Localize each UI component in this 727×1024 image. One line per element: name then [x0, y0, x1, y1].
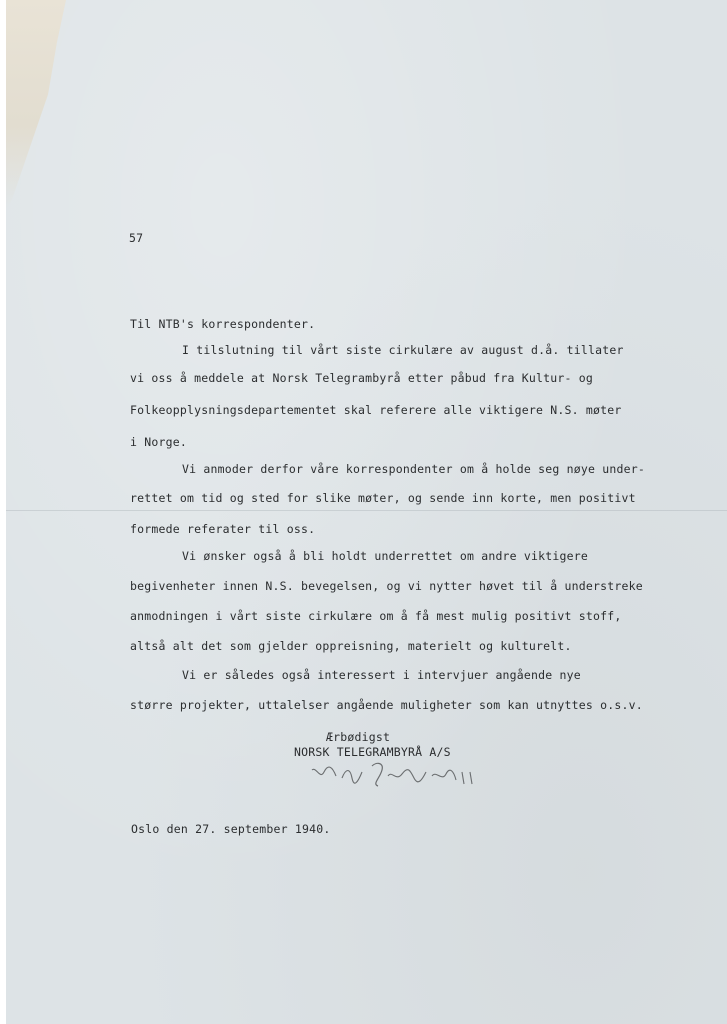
- page-number: 57: [129, 231, 144, 245]
- paragraph-4-line-2: større projekter, uttalelser angående muligheter som kan utnyttes o.s.v.: [130, 698, 643, 712]
- closing: Ærbødigst: [326, 730, 391, 744]
- paragraph-1-line-1: I tilslutning til vårt siste cirkulære av august d.å. tillater: [182, 343, 624, 357]
- paragraph-1-line-4: i Norge.: [130, 435, 187, 449]
- handwritten-signature: [306, 758, 486, 790]
- paragraph-1-line-3: Folkeopplysningsdepartementet skal referere alle viktigere N.S. møter: [130, 403, 622, 417]
- paragraph-2-line-2: rettet om tid og sted for slike møter, og sende inn korte, men positivt: [130, 491, 636, 505]
- paragraph-3-line-2: begivenheter innen N.S. bevegelsen, og vi nytter høvet til å understreke: [130, 579, 643, 593]
- letter-page: [6, 0, 727, 1024]
- paragraph-1-line-2: vi oss å meddele at Norsk Telegrambyrå etter påbud fra Kultur- og: [130, 371, 594, 385]
- paper-fold-line: [6, 510, 727, 511]
- paragraph-4-line-1: Vi er således også interessert i intervjuer angående nye: [182, 668, 581, 682]
- torn-paper-corner: [6, 0, 66, 210]
- place-date: Oslo den 27. september 1940.: [131, 822, 331, 836]
- paragraph-3-line-1: Vi ønsker også å bli holdt underrettet om andre viktigere: [182, 549, 589, 563]
- paragraph-3-line-3: anmodningen i vårt siste cirkulære om å få mest mulig positivt stoff,: [130, 609, 622, 623]
- paragraph-2-line-3: formede referater til oss.: [130, 522, 316, 536]
- salutation: Til NTB's korrespondenter.: [130, 317, 316, 331]
- paragraph-2-line-1: Vi anmoder derfor våre korrespondenter om å holde seg nøye under-: [182, 462, 646, 476]
- paragraph-3-line-4: altså alt det som gjelder oppreisning, materielt og kulturelt.: [130, 639, 572, 653]
- sender-name: NORSK TELEGRAMBYRÅ A/S: [294, 745, 451, 759]
